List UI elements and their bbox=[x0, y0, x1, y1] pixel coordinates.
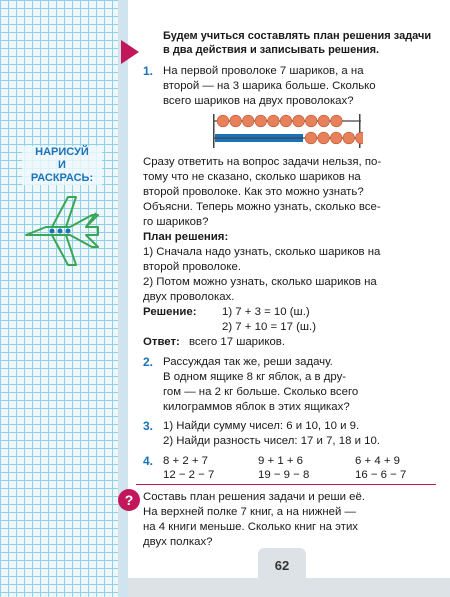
section-marker-triangle bbox=[121, 40, 139, 64]
draw-and-color-label bbox=[22, 146, 102, 185]
section-divider bbox=[136, 484, 436, 485]
bead bbox=[242, 115, 254, 127]
bead bbox=[305, 132, 317, 144]
airplane-drawing-icon bbox=[22, 185, 102, 275]
explain-line-3: второй проволоке. Как это можно узнать? bbox=[143, 186, 364, 198]
task-3-line-1: 1) Найди сумму чисел: 6 и 10, 10 и 9. bbox=[163, 420, 360, 432]
task-1-line-3: всего шариков на двух проволоках? bbox=[163, 95, 354, 107]
bead bbox=[230, 115, 242, 127]
task-4-expr-5: 19 − 9 − 8 bbox=[258, 469, 310, 481]
bead bbox=[318, 115, 330, 127]
task-1-number: 1. bbox=[143, 64, 154, 78]
bead bbox=[293, 115, 305, 127]
draw-label-line-3: РАСКРАСЬ: bbox=[30, 172, 94, 184]
solution-label: Решение: bbox=[143, 306, 197, 318]
answer-label: Ответ: bbox=[143, 336, 180, 348]
task-4-number: 4. bbox=[143, 454, 154, 468]
plan-title: План решения: bbox=[143, 231, 229, 243]
bead bbox=[331, 115, 343, 127]
bonus-line-4: двух полках? bbox=[143, 536, 213, 548]
plan-line-4: двух проволоках. bbox=[143, 291, 235, 303]
solution-step-1: 1) 7 + 3 = 10 (ш.) bbox=[222, 306, 310, 318]
bead bbox=[217, 115, 229, 127]
grid-drawing-area bbox=[0, 0, 122, 597]
bead bbox=[268, 115, 280, 127]
explain-line-1: Сразу ответить на вопрос задачи нельзя, по- bbox=[143, 156, 382, 168]
task-3-line-2: 2) Найди разность чисел: 17 и 7, 18 и 10. bbox=[163, 435, 380, 447]
bonus-line-1: Составь план решения задачи и реши её. bbox=[143, 491, 366, 503]
draw-label-line-2: И bbox=[58, 159, 66, 171]
bead bbox=[343, 132, 355, 144]
task-4-expr-6: 16 − 6 − 7 bbox=[355, 469, 407, 481]
bead bbox=[356, 132, 363, 144]
task-1-line-1: На первой проволоке 7 шариков, а на bbox=[163, 65, 364, 77]
page-number: 62 bbox=[274, 558, 290, 573]
task-1-line-2: второй — на 3 шарика больше. Сколько bbox=[163, 80, 376, 92]
task-3-number: 3. bbox=[143, 419, 154, 433]
task-4-expr-4: 12 − 2 − 7 bbox=[163, 469, 215, 481]
task-2-line-1: Рассуждая так же, реши задачу. bbox=[163, 356, 333, 368]
plan-line-1: 1) Сначала надо узнать, сколько шариков на bbox=[143, 246, 381, 258]
bead-wires-illustration bbox=[213, 112, 363, 150]
answer-text: всего 17 шариков. bbox=[189, 336, 286, 348]
task-2-line-3: гом — на 2 кг больше. Сколько всего bbox=[163, 386, 359, 398]
plan-line-3: 2) Потом можно узнать, сколько шариков на bbox=[143, 276, 377, 288]
bead bbox=[255, 115, 267, 127]
explain-line-2: тому что не сказано, сколько шариков на bbox=[143, 171, 361, 183]
question-mark-icon: ? bbox=[118, 489, 140, 511]
task-4-expr-3: 6 + 4 + 9 bbox=[355, 455, 400, 467]
task-4-expr-1: 8 + 2 + 7 bbox=[163, 455, 208, 467]
bead bbox=[305, 115, 317, 127]
plan-line-2: второй проволоке. bbox=[143, 261, 241, 273]
task-2-line-2: В одном ящике 8 кг яблок, а в дру- bbox=[163, 371, 347, 383]
explain-line-5: го шариков? bbox=[143, 216, 209, 228]
explain-line-4: Объясни. Теперь можно узнать, сколько все- bbox=[143, 201, 381, 213]
bonus-line-2: На верхней полке 7 книг, а на нижней — bbox=[143, 506, 356, 518]
task-2-line-4: килограммов яблок в этих ящиках? bbox=[163, 401, 350, 413]
intro-line-2: в два действия и записывать решения. bbox=[163, 44, 380, 56]
bonus-line-3: на 4 книги меньше. Сколько книг на этих bbox=[143, 521, 358, 533]
bead bbox=[280, 115, 292, 127]
task-4-expr-2: 9 + 1 + 6 bbox=[258, 455, 303, 467]
bead bbox=[330, 132, 342, 144]
task-2-number: 2. bbox=[143, 355, 154, 369]
draw-label-line-1: НАРИСУЙ bbox=[35, 146, 89, 158]
intro-line-1: Будем учиться составлять план решения задачи bbox=[163, 30, 432, 42]
bead bbox=[318, 132, 330, 144]
solution-step-2: 2) 7 + 10 = 17 (ш.) bbox=[222, 321, 316, 333]
